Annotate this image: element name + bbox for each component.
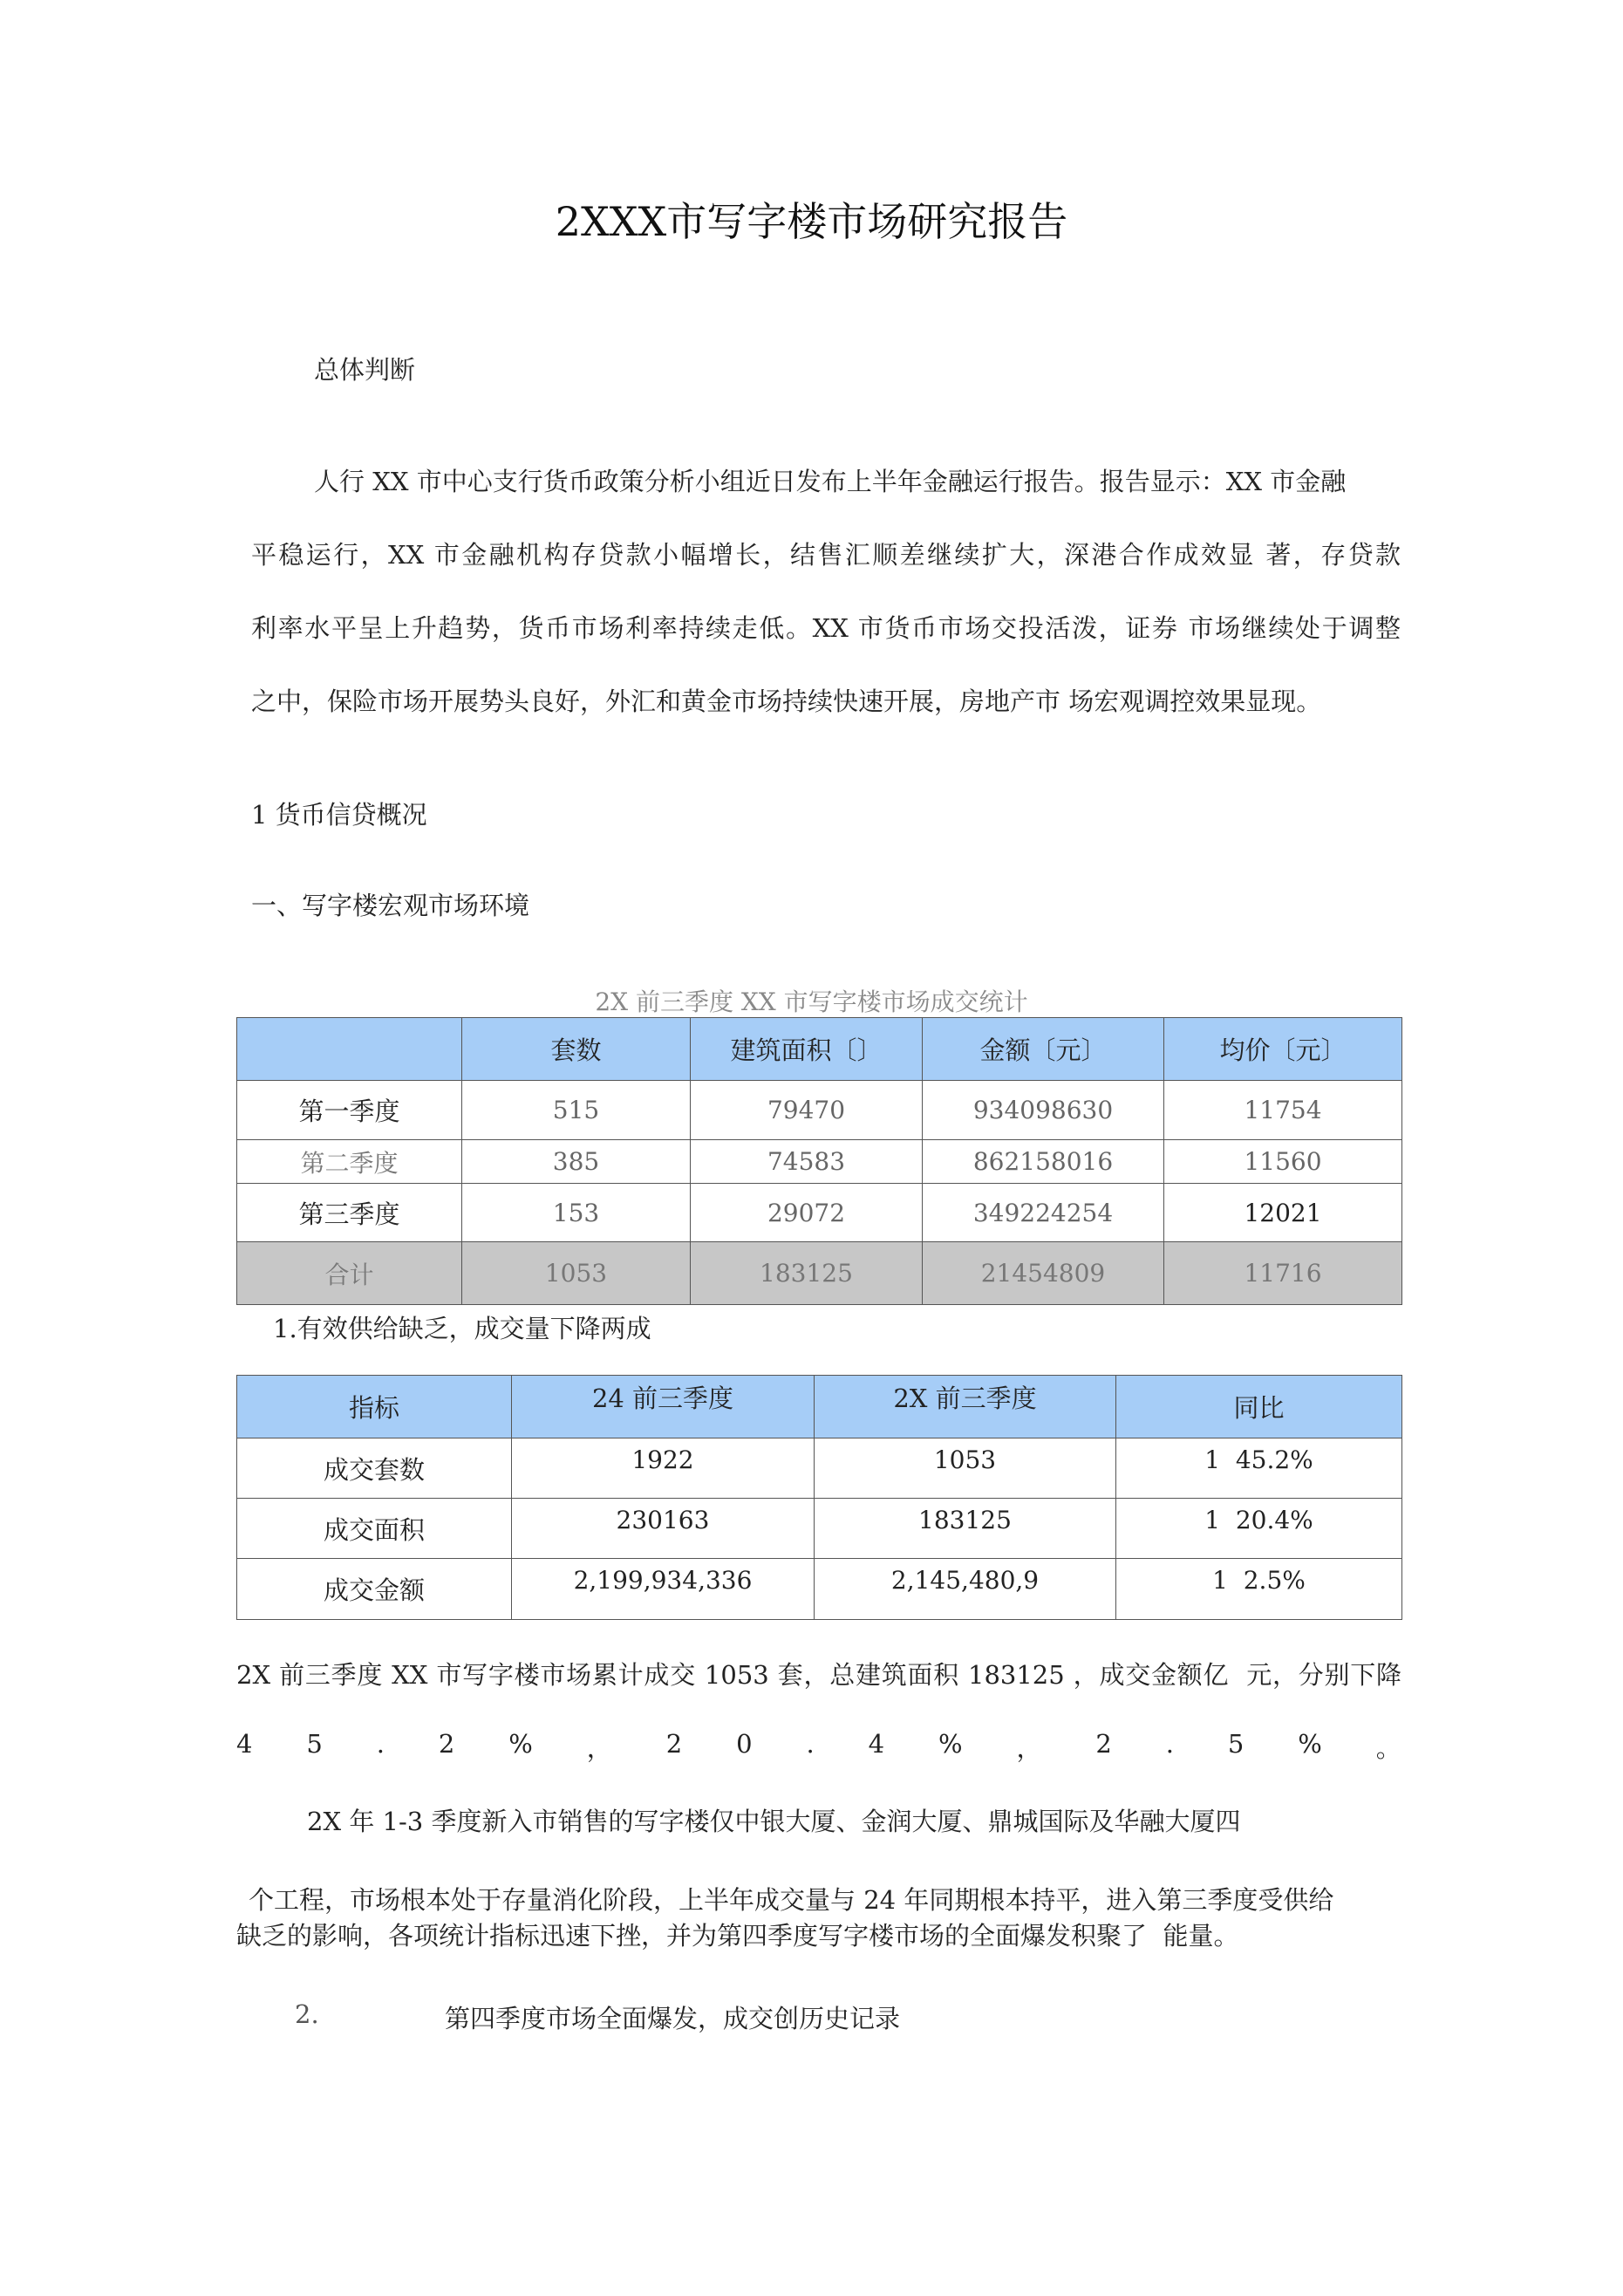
table-row <box>237 1438 1402 1499</box>
table1-cell: 153 <box>462 1184 691 1242</box>
table2-cell: 1 2.5% <box>1116 1559 1402 1620</box>
table2-cell: 183125 <box>815 1499 1116 1559</box>
table1-cell: 862158016 <box>923 1140 1164 1184</box>
summary-char: . <box>1165 1729 1174 1759</box>
section-heading-macro: 一、写字楼宏观市场环境 <box>251 891 530 920</box>
table1-cell: 29072 <box>691 1184 923 1242</box>
table1-cell: 11560 <box>1164 1140 1402 1184</box>
table1-header-units: 套数 <box>462 1018 691 1081</box>
summary-char: 0 <box>736 1729 753 1759</box>
table2-header-yoy: 同比 <box>1116 1376 1402 1438</box>
quarterly-transactions-table <box>236 1017 1402 1305</box>
table2-row-label: 成交金额 <box>237 1559 512 1620</box>
table1-row-label: 第二季度 <box>237 1140 462 1184</box>
table1-total-label: 合计 <box>237 1242 462 1305</box>
table-row <box>237 1499 1402 1559</box>
table2-cell: 1 45.2% <box>1116 1438 1402 1499</box>
table2-row-label: 成交套数 <box>237 1438 512 1499</box>
overall-judgement-heading: 总体判断 <box>314 355 416 385</box>
table-row <box>237 1559 1402 1620</box>
table-row <box>237 1140 1402 1184</box>
table1-header-amount: 金额〔元〕 <box>923 1018 1164 1081</box>
summary-char: % <box>938 1729 963 1759</box>
market-line-2: 缺乏的影响，各项统计指标迅速下挫，并为第四季度写字楼市场的全面爆发积聚了 能量。 <box>236 1921 1239 1951</box>
table1-cell: 934098630 <box>923 1081 1164 1140</box>
table1-cell: 12021 <box>1164 1184 1402 1242</box>
table1-total-cell: 1053 <box>462 1242 691 1305</box>
summary-char: % <box>508 1729 533 1759</box>
section-heading-credit: 1 货币信贷概况 <box>251 800 427 830</box>
summary-char: 2 <box>665 1729 683 1759</box>
intro-line-4: 之中，保险市场开展势头良好，外汇和黄金市场持续快速开展，房地产市 场宏观调控效果显现。 <box>251 687 1322 716</box>
summary-char: 4 <box>236 1729 253 1759</box>
table2-cell: 2,145,480,9 <box>815 1559 1116 1620</box>
table2-cell: 1 20.4% <box>1116 1499 1402 1559</box>
table1-cell: 385 <box>462 1140 691 1184</box>
table2-header-curr: 2X 前三季度 <box>815 1376 1116 1438</box>
table1-caption: 2X 前三季度 XX 市写字楼市场成交统计 <box>595 987 1028 1016</box>
summary-char: 5 <box>1227 1729 1245 1759</box>
table2-header-indicator: 指标 <box>237 1376 512 1438</box>
intro-line-1: 人行 XX 市中心支行货币政策分析小组近日发布上半年金融运行报告。报告显示：XX 市金融 <box>314 467 1347 496</box>
summary-char: ， <box>1016 1733 1042 1763</box>
table2-row-label: 成交面积 <box>237 1499 512 1559</box>
table2-cell: 2,199,934,336 <box>512 1559 815 1620</box>
table1-cell: 11754 <box>1164 1081 1402 1140</box>
year-on-year-table <box>236 1375 1402 1620</box>
table1-header-area: 建筑面积〔〕 <box>691 1018 923 1081</box>
summary-char: . <box>806 1729 815 1759</box>
summary-line-1: 2X 前三季度 XX 市写字楼市场累计成交 1053 套，总建筑面积 183125 ，成交金额亿 元，分别下降 <box>236 1660 1401 1690</box>
summary-char: . <box>376 1729 385 1759</box>
table1-total-cell: 11716 <box>1164 1242 1402 1305</box>
table1-header-row <box>237 1018 1402 1081</box>
intro-line-3: 利率水平呈上升趋势，货币市场利率持续走低。XX 市货币市场交投活泼，证券 市场继续处于调整 <box>251 613 1401 643</box>
summary-char: % <box>1298 1729 1322 1759</box>
table2-header-row <box>237 1376 1402 1438</box>
summary-char: 4 <box>868 1729 885 1759</box>
new-supply-line: 2X 年 1-3 季度新入市销售的写字楼仅中银大厦、金润大厦、鼎城国际及华融大厦四 <box>307 1807 1241 1836</box>
summary-line-2 <box>236 1729 1401 1765</box>
point-2-number: 2. <box>295 1999 319 2029</box>
table-row <box>237 1081 1402 1140</box>
table1-total-cell: 21454809 <box>923 1242 1164 1305</box>
market-line-1: 个工程，市场根本处于存量消化阶段，上半年成交量与 24 年同期根本持平，进入第三季度受供给 <box>249 1885 1334 1915</box>
table1-cell: 79470 <box>691 1081 923 1140</box>
point-1-heading: 1.有效供给缺乏，成交量下降两成 <box>273 1314 651 1343</box>
summary-char: 5 <box>306 1729 323 1759</box>
table2-header-prev: 24 前三季度 <box>512 1376 815 1438</box>
table1-total-row <box>237 1242 1402 1305</box>
table1-total-cell: 183125 <box>691 1242 923 1305</box>
summary-char: ， <box>586 1733 612 1763</box>
summary-char: 2 <box>1095 1729 1112 1759</box>
table2-cell: 230163 <box>512 1499 815 1559</box>
table1-row-label: 第一季度 <box>237 1081 462 1140</box>
report-title: 2XXX市写字楼市场研究报告 <box>555 198 1068 245</box>
summary-char: 2 <box>438 1729 455 1759</box>
table1-cell: 349224254 <box>923 1184 1164 1242</box>
table1-cell: 515 <box>462 1081 691 1140</box>
table1-cell: 74583 <box>691 1140 923 1184</box>
intro-line-2: 平稳运行，XX 市金融机构存贷款小幅增长，结售汇顺差继续扩大，深港合作成效显 著，存贷款 <box>251 540 1401 570</box>
point-2-heading: 第四季度市场全面爆发，成交创历史记录 <box>445 2004 901 2033</box>
table-row <box>237 1184 1402 1242</box>
summary-char: 。 <box>1375 1733 1401 1763</box>
table1-row-label: 第三季度 <box>237 1184 462 1242</box>
table1-header-blank <box>237 1018 462 1081</box>
table2-cell: 1053 <box>815 1438 1116 1499</box>
table1-header-avg-price: 均价〔元〕 <box>1164 1018 1402 1081</box>
table2-cell: 1922 <box>512 1438 815 1499</box>
